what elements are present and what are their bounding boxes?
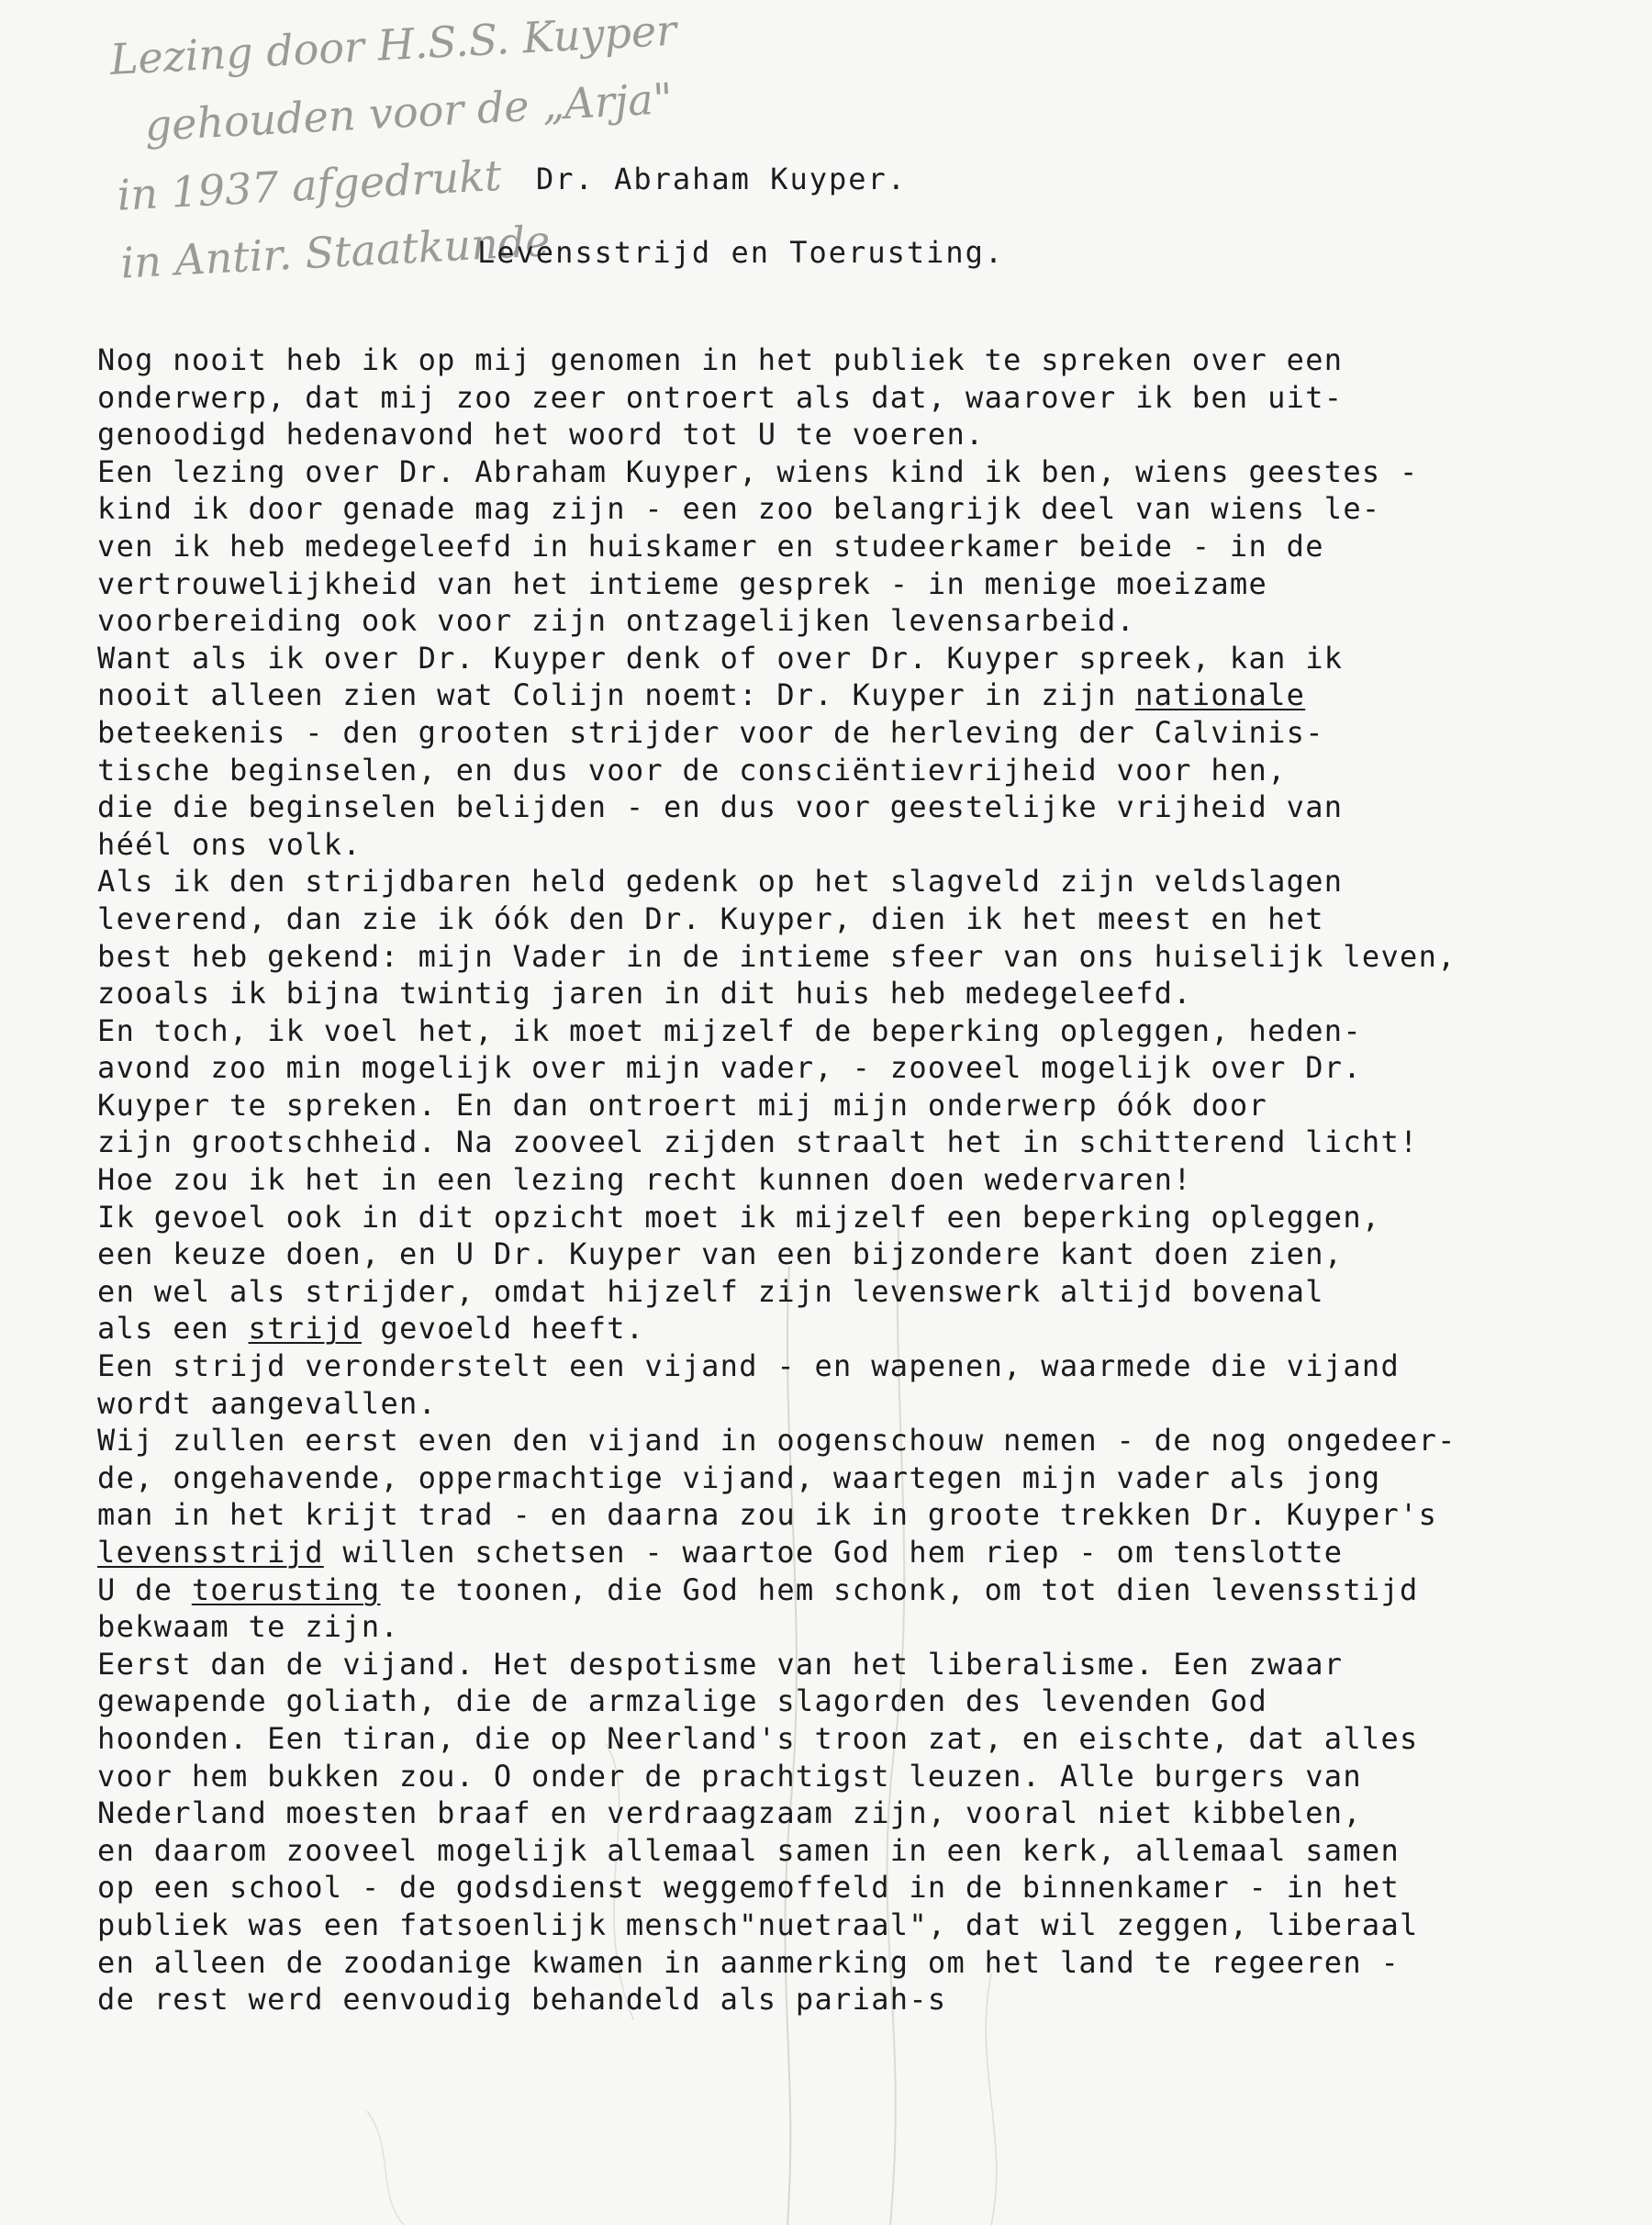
- text-line: gewapende goliath, die de armzalige slagorden des levenden God: [97, 1683, 1268, 1719]
- text-line: Een strijd veronderstelt een vijand - en wapenen, waarmede die vijand: [97, 1348, 1401, 1384]
- body-text: [97, 341, 1648, 2018]
- text-line: tische beginselen, en dus voor de consciëntievrijheid voor hen,: [97, 752, 1287, 788]
- text-line: onderwerp, dat mij zoo zeer ontroert als dat, waarover ik ben uit-: [97, 379, 1344, 415]
- text-line: man in het krijt trad - en daarna zou ik in groote trekken Dr. Kuyper's: [97, 1497, 1438, 1533]
- text-line: Nog nooit heb ik op mij genomen in het publiek te spreken over een: [97, 342, 1344, 377]
- text-line: Nederland moesten braaf en verdraagzaam zijn, vooral niet kibbelen,: [97, 1795, 1362, 1831]
- document-title: Dr. Abraham Kuyper.: [536, 162, 908, 196]
- handwritten-note-line: in Antir. Staatkunde: [119, 216, 552, 288]
- underlined-word: strijd: [248, 1311, 362, 1347]
- text-line: leverend, dan zie ik óók den Dr. Kuyper, dien ik het meest en het: [97, 900, 1324, 936]
- handwritten-note-line: Lezing door H.S.S. Kuyper: [108, 5, 678, 84]
- text-line: wordt aangevallen.: [97, 1385, 438, 1421]
- text-line: die die beginselen belijden - en dus voor geestelijke vrijheid van: [97, 789, 1344, 825]
- text-line: Eerst dan de vijand. Het despotisme van het liberalisme. Een zwaar: [97, 1646, 1344, 1682]
- text-line: de, ongehavende, oppermachtige vijand, waartegen mijn vader als jong: [97, 1459, 1381, 1495]
- text-line: Als ik den strijdbaren held gedenk op het slagveld zijn veldslagen: [97, 864, 1344, 900]
- text-line: een keuze doen, en U Dr. Kuyper van een bijzondere kant doen zien,: [97, 1236, 1344, 1272]
- text-line: de rest werd eenvoudig behandeld als pariah-s: [97, 1982, 947, 2018]
- text-line: op een school - de godsdienst weggemoffeld in de binnenkamer - in het: [97, 1870, 1401, 1906]
- text-line: Hoe zou ik het in een lezing recht kunnen doen wedervaren!: [97, 1162, 1192, 1198]
- handwritten-note-line: in 1937 afgedrukt: [116, 150, 503, 220]
- underlined-word: nationale: [1135, 677, 1306, 713]
- text-line: levensstrijd willen schetsen - waartoe God hem riep - om tenslotte: [97, 1535, 1344, 1570]
- text-line: Kuyper te spreken. En dan ontroert mij mijn onderwerp óók door: [97, 1087, 1268, 1123]
- text-line: ven ik heb medegeleefd in huiskamer en studeerkamer beide - in de: [97, 528, 1324, 564]
- text-line: voorbereiding ook voor zijn ontzagelijken levensarbeid.: [97, 603, 1136, 639]
- underlined-word: toerusting: [191, 1571, 381, 1607]
- text-line: hoonden. Een tiran, die op Neerland's troon zat, en eischte, dat alles: [97, 1720, 1419, 1756]
- text-line: bekwaam te zijn.: [97, 1609, 400, 1645]
- text-line: kind ik door genade mag zijn - een zoo belangrijk deel van wiens le-: [97, 491, 1381, 527]
- text-line: En toch, ik voel het, ik moet mijzelf de beperking opleggen, heden-: [97, 1012, 1362, 1048]
- text-line: Een lezing over Dr. Abraham Kuyper, wiens kind ik ben, wiens geestes -: [97, 453, 1419, 489]
- text-line: publiek was een fatsoenlijk mensch"nuetraal", dat wil zeggen, liberaal: [97, 1906, 1419, 1942]
- text-line: en alleen de zoodanige kwamen in aanmerking om het land te regeeren -: [97, 1944, 1401, 1980]
- text-line: Want als ik over Dr. Kuyper denk of over Dr. Kuyper spreek, kan ik: [97, 640, 1344, 676]
- text-line: zooals ik bijna twintig jaren in dit huis heb medegeleefd.: [97, 976, 1192, 1012]
- text-line: Wij zullen eerst even den vijand in oogenschouw nemen - de nog ongedeer-: [97, 1423, 1457, 1459]
- text-line: voor hem bukken zou. O onder de prachtigst leuzen. Alle burgers van: [97, 1758, 1362, 1794]
- underlined-word: levensstrijd: [97, 1535, 324, 1570]
- handwritten-note-line: gehouden voor de „Arja": [143, 73, 675, 151]
- text-line: en wel als strijder, omdat hijzelf zijn levenswerk altijd bovenal: [97, 1273, 1324, 1309]
- text-line: zijn grootschheid. Na zooveel zijden straalt het in schitterend licht!: [97, 1124, 1419, 1160]
- text-line: avond zoo min mogelijk over mijn vader, - zooveel mogelijk over Dr.: [97, 1050, 1362, 1086]
- text-line: best heb gekend: mijn Vader in de intieme sfeer van ons huiselijk leven,: [97, 938, 1457, 974]
- text-line: Ik gevoel ook in dit opzicht moet ik mijzelf een beperking opleggen,: [97, 1199, 1381, 1235]
- text-line: héél ons volk.: [97, 826, 362, 862]
- text-line: als een strijd gevoeld heeft.: [97, 1311, 645, 1347]
- text-line: beteekenis - den grooten strijder voor de herleving der Calvinis-: [97, 714, 1324, 750]
- text-line: genoodigd hedenavond het woord tot U te voeren.: [97, 417, 985, 453]
- text-line: nooit alleen zien wat Colijn noemt: Dr. Kuyper in zijn nationale: [97, 677, 1306, 713]
- text-line: vertrouwelijkheid van het intieme gesprek - in menige moeizame: [97, 565, 1268, 601]
- text-line: en daarom zooveel mogelijk allemaal samen in een kerk, allemaal samen: [97, 1832, 1401, 1868]
- document-subtitle: Levensstrijd en Toerusting.: [477, 235, 1005, 270]
- text-line: U de toerusting te toonen, die God hem schonk, om tot dien levensstijd: [97, 1571, 1419, 1607]
